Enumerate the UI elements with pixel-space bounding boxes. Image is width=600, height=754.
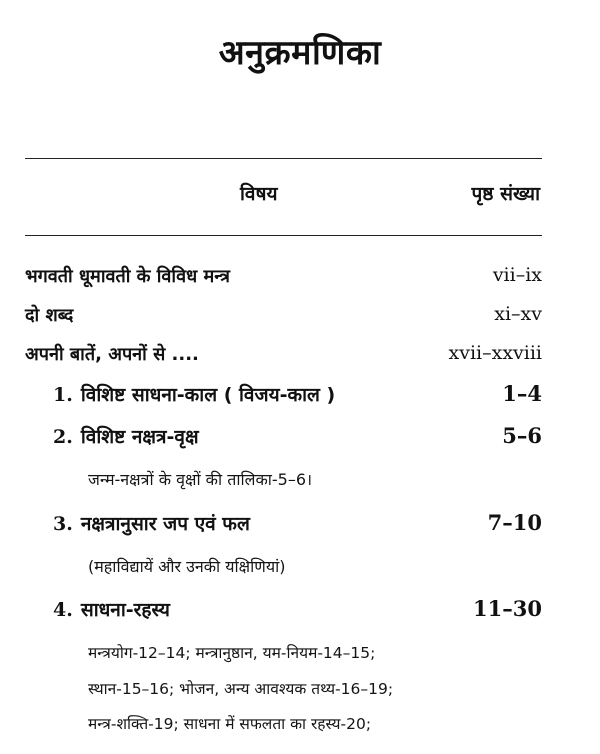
chapter-number: 3. xyxy=(53,513,73,535)
toc-entry-chapter-1 xyxy=(25,381,542,411)
chapter-subtopic: मन्त्र-शक्ति-19; साधना में सफलता का रहस्य-20; xyxy=(88,715,372,733)
chapter-pages: 11–30 xyxy=(473,596,542,621)
toc-entry-chapter-3 xyxy=(25,510,542,540)
chapter-pages: 1–4 xyxy=(502,381,542,406)
toc-entry-front-matter xyxy=(25,342,542,372)
chapter-subtopic: मन्त्रयोग-12–14; मन्त्रानुष्ठान, यम-नियम-14–15; xyxy=(88,644,376,662)
chapter-title xyxy=(53,510,250,536)
chapter-title xyxy=(53,381,335,407)
chapter-label: नक्षत्रानुसार जप एवं फल xyxy=(80,513,250,535)
chapter-number: 2. xyxy=(53,426,73,448)
column-header-subject: विषय xyxy=(240,183,278,205)
header-bottom-rule xyxy=(25,235,542,236)
chapter-pages: 5–6 xyxy=(502,423,542,448)
chapter-title xyxy=(53,596,170,622)
chapter-label: विशिष्ट साधना-काल ( विजय-काल ) xyxy=(80,384,336,406)
toc-entry-label: भगवती धूमावती के विविध मन्त्र xyxy=(25,266,230,287)
chapter-label: साधना-रहस्य xyxy=(80,599,170,621)
toc-entry-pages: vii–ix xyxy=(492,264,542,286)
column-header-page-number: पृष्ठ संख्या xyxy=(471,183,540,205)
chapter-number: 1. xyxy=(53,384,73,406)
toc-entry-label: अपनी बातें, अपनों से .... xyxy=(25,344,199,365)
header-top-rule xyxy=(25,158,542,159)
toc-entry-front-matter xyxy=(25,264,542,294)
toc-entry-chapter-2 xyxy=(25,423,542,453)
page-title: अनुक्रमणिका xyxy=(218,33,382,73)
chapter-label: विशिष्ट नक्षत्र-वृक्ष xyxy=(80,426,199,448)
toc-entry-chapter-4 xyxy=(25,596,542,626)
chapter-pages: 7–10 xyxy=(487,510,542,535)
toc-entry-front-matter xyxy=(25,303,542,333)
toc-entry-pages: xvii–xxviii xyxy=(448,342,542,364)
toc-entry-pages: xi–xv xyxy=(494,303,542,325)
chapter-subtopic: स्थान-15–16; भोजन, अन्य आवश्यक तथ्य-16–19; xyxy=(88,680,394,698)
toc-entry-label: दो शब्द xyxy=(25,305,74,326)
chapter-subtopic: (महाविद्यायें और उनकी यक्षिणियां) xyxy=(88,557,286,576)
chapter-title xyxy=(53,423,199,449)
chapter-subtopic: जन्म-नक्षत्रों के वृक्षों की तालिका-5–6। xyxy=(88,470,313,489)
chapter-number: 4. xyxy=(53,599,73,621)
